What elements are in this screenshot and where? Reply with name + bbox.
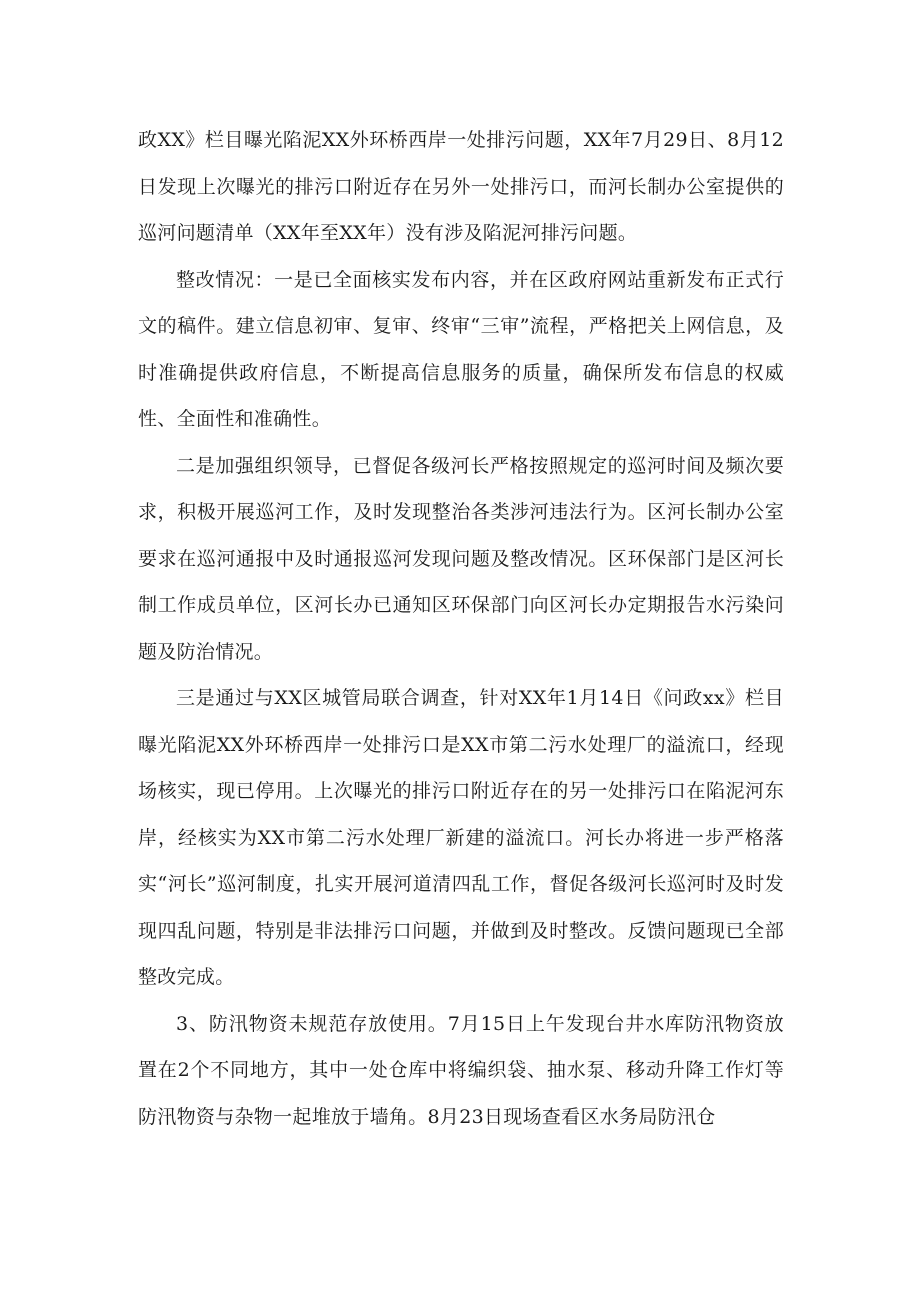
paragraph-rectification-second: 二是加强组织领导，已督促各级河长严格按照规定的巡河时间及频次要求，积极开展巡河工作，及时发现整治各类涉河违法行为。区河长制办公室要求在巡河通报中及时通报巡河发现问题及整改情况。区环保部门是区河长制工作成员单位，区河长办已通知区环保部门向区河长办定期报告水污染问题及防治情况。 [138,454,784,663]
document-body [138,117,784,1140]
paragraph-flood-supplies: 3、防汛物资未规范存放使用。7月15日上午发现台井水库防汛物资放置在2个不同地方，其中一处仓库中将编织袋、抽水泵、移动升降工作灯等防汛物资与杂物一起堆放于墙角。8月23日现场查看区水务局防汛仓 [138,1012,784,1128]
paragraph-rectification-third: 三是通过与XX区城管局联合调查，针对XX年1月14日《问政xx》栏目曝光陷泥XX外环桥西岸一处排污口是XX市第二污水处理厂的溢流口，经现场核实，现已停用。上次曝光的排污口附近存在的另一处排污口在陷泥河东岸，经核实为XX市第二污水处理厂新建的溢流口。河长办将进一步严格落实“河长”巡河制度，扎实开展河道清四乱工作，督促各级河长巡河时及时发现四乱问题，特别是非法排污口问题，并做到及时整改。反馈问题现已全部整改完成。 [138,687,784,988]
paragraph-continuation: 政XX》栏目曝光陷泥XX外环桥西岸一处排污问题，XX年7月29日、8月12日发现上次曝光的排污口附近存在另外一处排污口，而河长制办公室提供的巡河问题清单（XX年至XX年）没有涉及陷泥河排污问题。 [138,129,784,244]
paragraph-rectification-first: 整改情况：一是已全面核实发布内容，并在区政府网站重新发布正式行文的稿件。建立信息初审、复审、终审“三审”流程，严格把关上网信息，及时准确提供政府信息，不断提高信息服务的质量，确保所发布信息的权威性、全面性和准确性。 [138,268,784,430]
